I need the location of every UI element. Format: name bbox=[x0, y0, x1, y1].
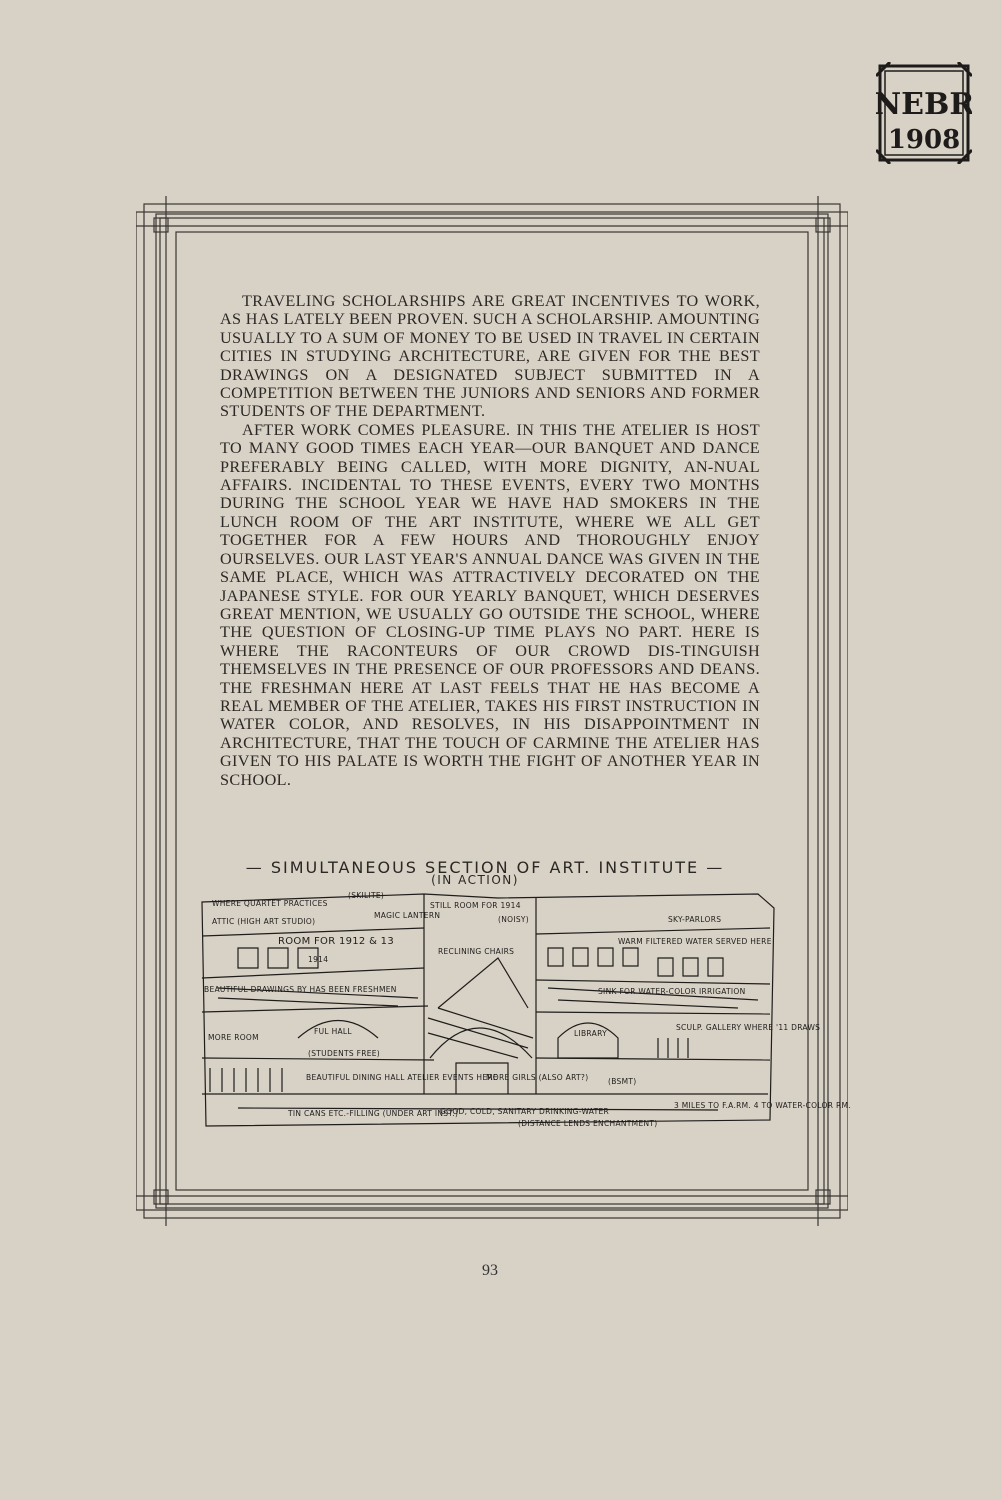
label-sculp-gallery: SCULP. GALLERY WHERE '11 DRAWS bbox=[676, 1023, 821, 1032]
label-sink: SINK FOR WATER-COLOR IRRIGATION bbox=[598, 987, 746, 996]
cartoon-section-drawing bbox=[198, 888, 851, 1134]
label-dining-hall: BEAUTIFUL DINING HALL ATELIER EVENTS HERE bbox=[306, 1073, 498, 1082]
paragraph-pleasure: AFTER WORK COMES PLEASURE. IN THIS THE ATELIER IS HOST TO MANY GOOD TIMES EACH YEAR—OUR BANQUET AND DANCE PREFERABLY BEING CALLED, WITH MORE DIGNITY, AN-NUAL AFFAIRS. INCIDENTAL TO THESE EVENTS, EVERY TWO MONTHS DURING THE SCHOOL YEAR WE HAVE HAD SMOKERS IN THE LUNCH ROOM OF THE ART INSTITUTE, WHERE WE ALL GET TOGETHER FOR A FEW HOURS AND THOROUGHLY ENJOY OURSELVES. OUR LAST YEAR'S ANNUAL DANCE WAS GIVEN IN THE SAME PLACE, WHICH WAS ATTRACTIVELY DECORATED ON THE JAPANESE STYLE. FOR OUR YEARLY BANQUET, WHICH DESERVES GREAT MENTION, WE USUALLY GO OUTSIDE THE SCHOOL, WHERE THE QUESTION OF CLOSING-UP TIME PLAYS NO PART. HERE IS WHERE THE RACONTEURS OF OUR CROWD DIS-TINGUISH THEMSELVES IN THE PRESENCE OF OUR PROFESSORS AND DEANS. THE FRESHMAN HERE AT LAST FEELS THAT HE HAS BECOME A REAL MEMBER OF THE ATELIER, TAKES HIS FIRST INSTRUCTION IN WATER COLOR, AND RESOLVES, IN HIS DISAPPOINTMENT IN ARCHITECTURE, THAT THE TOUCH OF CARMINE THE ATELIER HAS GIVEN TO HIS PALATE IS WORTH THE FIGHT OF ANOTHER YEAR IN SCHOOL. bbox=[220, 420, 760, 789]
drawing-title-text: SIMULTANEOUS SECTION OF ART. INSTITUTE bbox=[270, 858, 700, 877]
drawing-subtitle: (IN ACTION) bbox=[431, 873, 519, 887]
label-still-room: STILL ROOM FOR 1914 bbox=[430, 901, 521, 910]
label-bsmt: (BSMT) bbox=[608, 1077, 637, 1086]
label-reclining-chairs: RECLINING CHAIRS bbox=[438, 947, 515, 956]
label-miles: 3 MILES TO F.A.RM. 4 TO WATER-COLOR RM. bbox=[674, 1101, 851, 1110]
label-library: LIBRARY bbox=[574, 1029, 607, 1038]
label-hall: FUL HALL bbox=[314, 1027, 352, 1036]
label-drawings: BEAUTIFUL DRAWINGS BY HAS BEEN FRESHMEN bbox=[204, 985, 397, 994]
label-attic: ATTIC (HIGH ART STUDIO) bbox=[212, 917, 316, 926]
label-warm-water: WARM FILTERED WATER SERVED HERE bbox=[618, 937, 772, 946]
label-magic-lantern: MAGIC LANTERN bbox=[374, 911, 441, 920]
label-room-for: ROOM FOR 1912 & 13 bbox=[278, 936, 394, 947]
label-distance: (DISTANCE LENDS ENCHANTMENT) bbox=[518, 1119, 658, 1128]
label-students: (STUDENTS FREE) bbox=[308, 1049, 381, 1058]
logo-year: 1908 bbox=[887, 125, 961, 155]
yearbook-logo bbox=[876, 62, 972, 164]
label-more-room: MORE ROOM bbox=[208, 1033, 259, 1042]
page-number: 93 bbox=[482, 1262, 498, 1279]
label-more-girls: MORE GIRLS (ALSO ART?) bbox=[486, 1073, 589, 1082]
label-quartet: WHERE QUARTET PRACTICES bbox=[212, 899, 328, 908]
label-1914: 1914 bbox=[308, 955, 329, 964]
article-body bbox=[220, 292, 760, 789]
label-skylite: (SKILITE) bbox=[348, 891, 385, 900]
drawing-title: — SIMULTANEOUS SECTION OF ART. INSTITUTE — bbox=[245, 858, 725, 877]
logo-letters: NEBR bbox=[876, 87, 972, 122]
label-drinking-water: GOOD, COLD, SANITARY DRINKING-WATER bbox=[440, 1107, 610, 1116]
paragraph-scholarships: TRAVELING SCHOLARSHIPS ARE GREAT INCENTIVES TO WORK, AS HAS LATELY BEEN PROVEN. SUCH A SCHOLARSHIP. AMOUNTING USUALLY TO A SUM OF MONEY TO BE USED IN TRAVEL IN CERTAIN CITIES IN STUDYING ARCHITECTURE, ARE GIVEN FOR THE BEST DRAWINGS ON A DESIGNATED SUBJECT SUBMITTED IN A COMPETITION BETWEEN THE JUNIORS AND SENIORS AND FORMER STUDENTS OF THE DEPARTMENT. bbox=[220, 292, 760, 421]
label-noisy: (NOISY) bbox=[498, 915, 530, 924]
label-sky-parlors: SKY-PARLORS bbox=[668, 915, 722, 924]
label-tin-cans: TIN CANS ETC.-FILLING (UNDER ART INST.) bbox=[288, 1109, 459, 1118]
